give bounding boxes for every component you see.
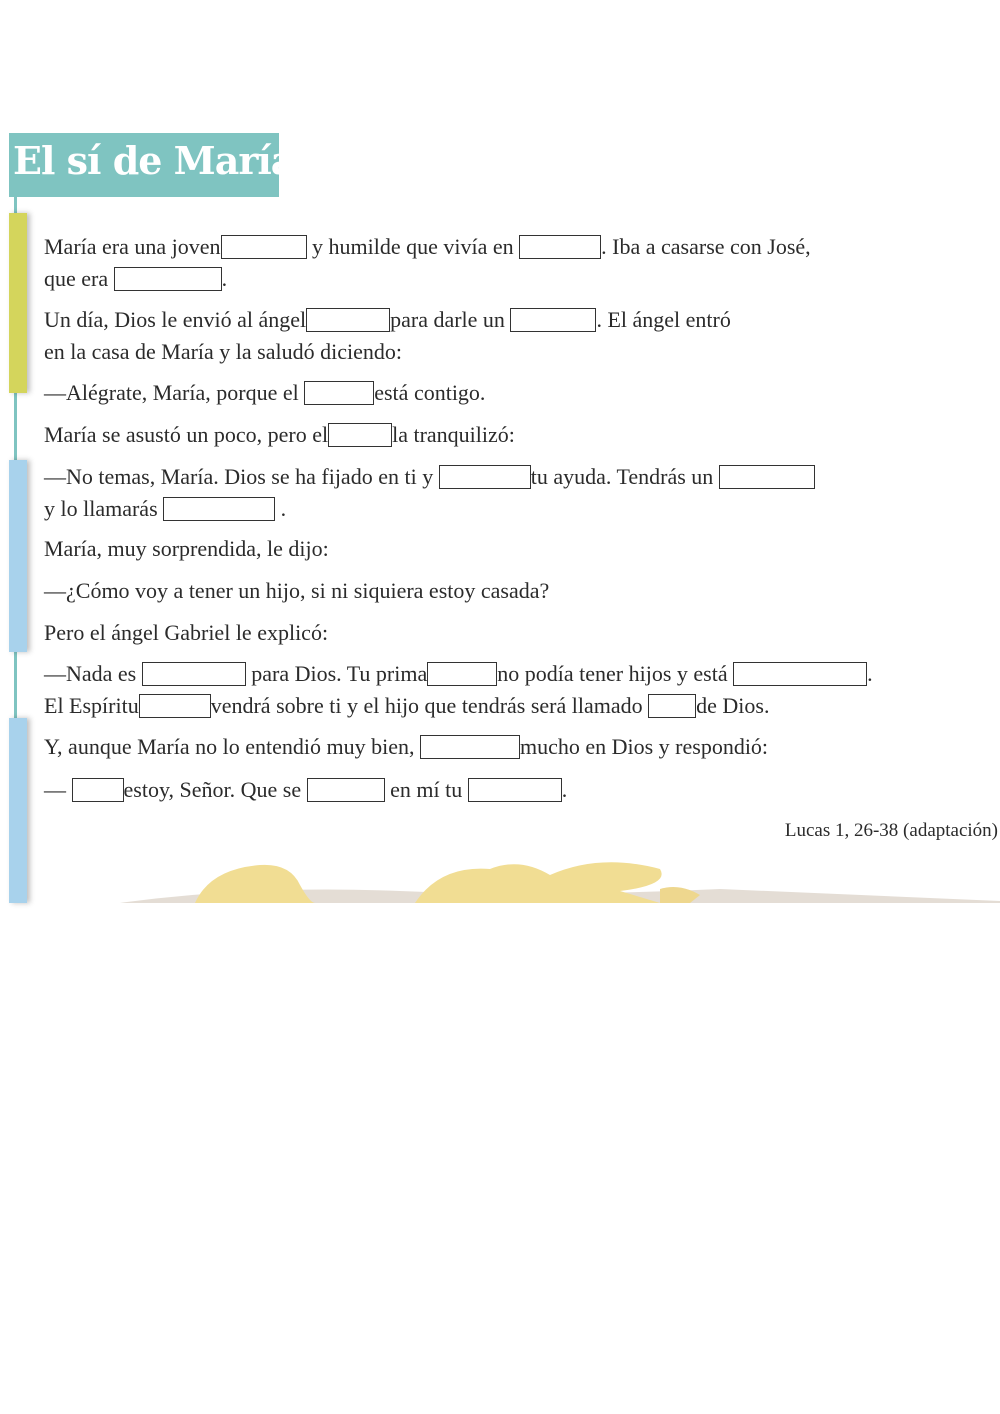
text-segment: —Nada es xyxy=(44,661,142,686)
text-line xyxy=(44,493,998,525)
text-segment: que era xyxy=(44,266,114,291)
text-segment: María, muy sorprendida, le dijo: xyxy=(44,536,329,561)
answer-blank[interactable] xyxy=(420,735,520,759)
answer-blank[interactable] xyxy=(163,497,275,521)
paragraph xyxy=(44,658,998,722)
answer-blank[interactable] xyxy=(648,694,696,718)
text-segment: para Dios. Tu prima xyxy=(245,661,428,686)
text-segment: . xyxy=(221,266,228,291)
paragraph xyxy=(44,419,998,451)
text-segment: para darle un xyxy=(390,307,511,332)
text-line xyxy=(44,774,998,806)
text-segment: de Dios. xyxy=(696,693,770,718)
answer-blank[interactable] xyxy=(468,778,562,802)
text-segment: . xyxy=(275,496,287,521)
text-line xyxy=(44,419,998,451)
text-line xyxy=(44,304,998,336)
text-line xyxy=(44,377,998,409)
answer-blank[interactable] xyxy=(307,778,385,802)
text-segment: no podía tener hijos y está xyxy=(497,661,734,686)
answer-blank[interactable] xyxy=(439,465,531,489)
text-line xyxy=(44,336,998,368)
text-segment: . xyxy=(867,661,873,686)
text-line xyxy=(44,617,998,649)
text-segment: y humilde que vivía en xyxy=(306,234,520,259)
text-segment: —¿Cómo voy a tener un hijo, si ni siquiera estoy casada? xyxy=(44,578,550,603)
paragraph xyxy=(44,377,998,409)
text-segment: Pero el ángel Gabriel le explicó: xyxy=(44,620,329,645)
answer-blank[interactable] xyxy=(72,778,124,802)
answer-blank[interactable] xyxy=(306,308,390,332)
answer-blank[interactable] xyxy=(139,694,211,718)
text-segment: —No temas, María. Dios se ha fijado en ti y xyxy=(44,464,439,489)
text-segment: María era una joven xyxy=(44,234,221,259)
paragraph xyxy=(44,461,998,525)
answer-blank[interactable] xyxy=(733,662,867,686)
answer-blank[interactable] xyxy=(304,381,374,405)
text-line xyxy=(44,533,998,565)
text-segment: mucho en Dios y respondió: xyxy=(519,734,769,759)
answer-blank[interactable] xyxy=(719,465,815,489)
text-line xyxy=(44,231,998,263)
answer-blank[interactable] xyxy=(142,662,246,686)
paragraph xyxy=(44,533,998,565)
text-segment: estoy, Señor. Que se xyxy=(123,777,307,802)
paragraph xyxy=(44,231,998,295)
side-bar-blue xyxy=(9,460,27,652)
text-segment: — xyxy=(44,777,72,802)
text-segment: Un día, Dios le envió al ángel xyxy=(44,307,307,332)
text-segment: El Espíritu xyxy=(44,693,139,718)
text-segment: Y, aunque María no lo entendió muy bien, xyxy=(44,734,420,759)
paragraph xyxy=(44,617,998,649)
side-bar-yellow xyxy=(9,213,27,393)
answer-blank[interactable] xyxy=(519,235,601,259)
decorative-illustration xyxy=(100,855,1000,903)
text-segment: en la casa de María y la saludó diciendo: xyxy=(44,339,402,364)
text-line xyxy=(44,690,998,722)
paragraph xyxy=(44,774,998,806)
paragraph xyxy=(44,575,998,607)
text-segment: tu ayuda. Tendrás un xyxy=(530,464,719,489)
text-segment: vendrá sobre ti y el hijo que tendrás será llamado xyxy=(210,693,649,718)
text-segment: —Alégrate, María, porque el xyxy=(44,380,305,405)
paragraph xyxy=(44,731,998,763)
answer-blank[interactable] xyxy=(221,235,307,259)
text-line xyxy=(44,575,998,607)
text-segment: la tranquilizó: xyxy=(392,422,515,447)
text-segment: . Iba a casarse con José, xyxy=(601,234,811,259)
text-segment: en mí tu xyxy=(384,777,468,802)
answer-blank[interactable] xyxy=(328,423,392,447)
text-segment: . xyxy=(561,777,568,802)
paragraph xyxy=(44,304,998,368)
text-segment: está contigo. xyxy=(374,380,486,405)
answer-blank[interactable] xyxy=(427,662,497,686)
answer-blank[interactable] xyxy=(510,308,596,332)
text-segment: . El ángel entró xyxy=(596,307,731,332)
source-citation: Lucas 1, 26-38 (adaptación) xyxy=(784,820,998,841)
text-line xyxy=(44,461,998,493)
page-title: El sí de María xyxy=(13,138,295,183)
text-segment: María se asustó un poco, pero el xyxy=(44,422,329,447)
text-segment: y lo llamarás xyxy=(44,496,164,521)
side-bar-blue xyxy=(9,718,27,903)
answer-blank[interactable] xyxy=(114,267,222,291)
text-line xyxy=(44,263,998,295)
text-line xyxy=(44,731,998,763)
text-line xyxy=(44,658,998,690)
